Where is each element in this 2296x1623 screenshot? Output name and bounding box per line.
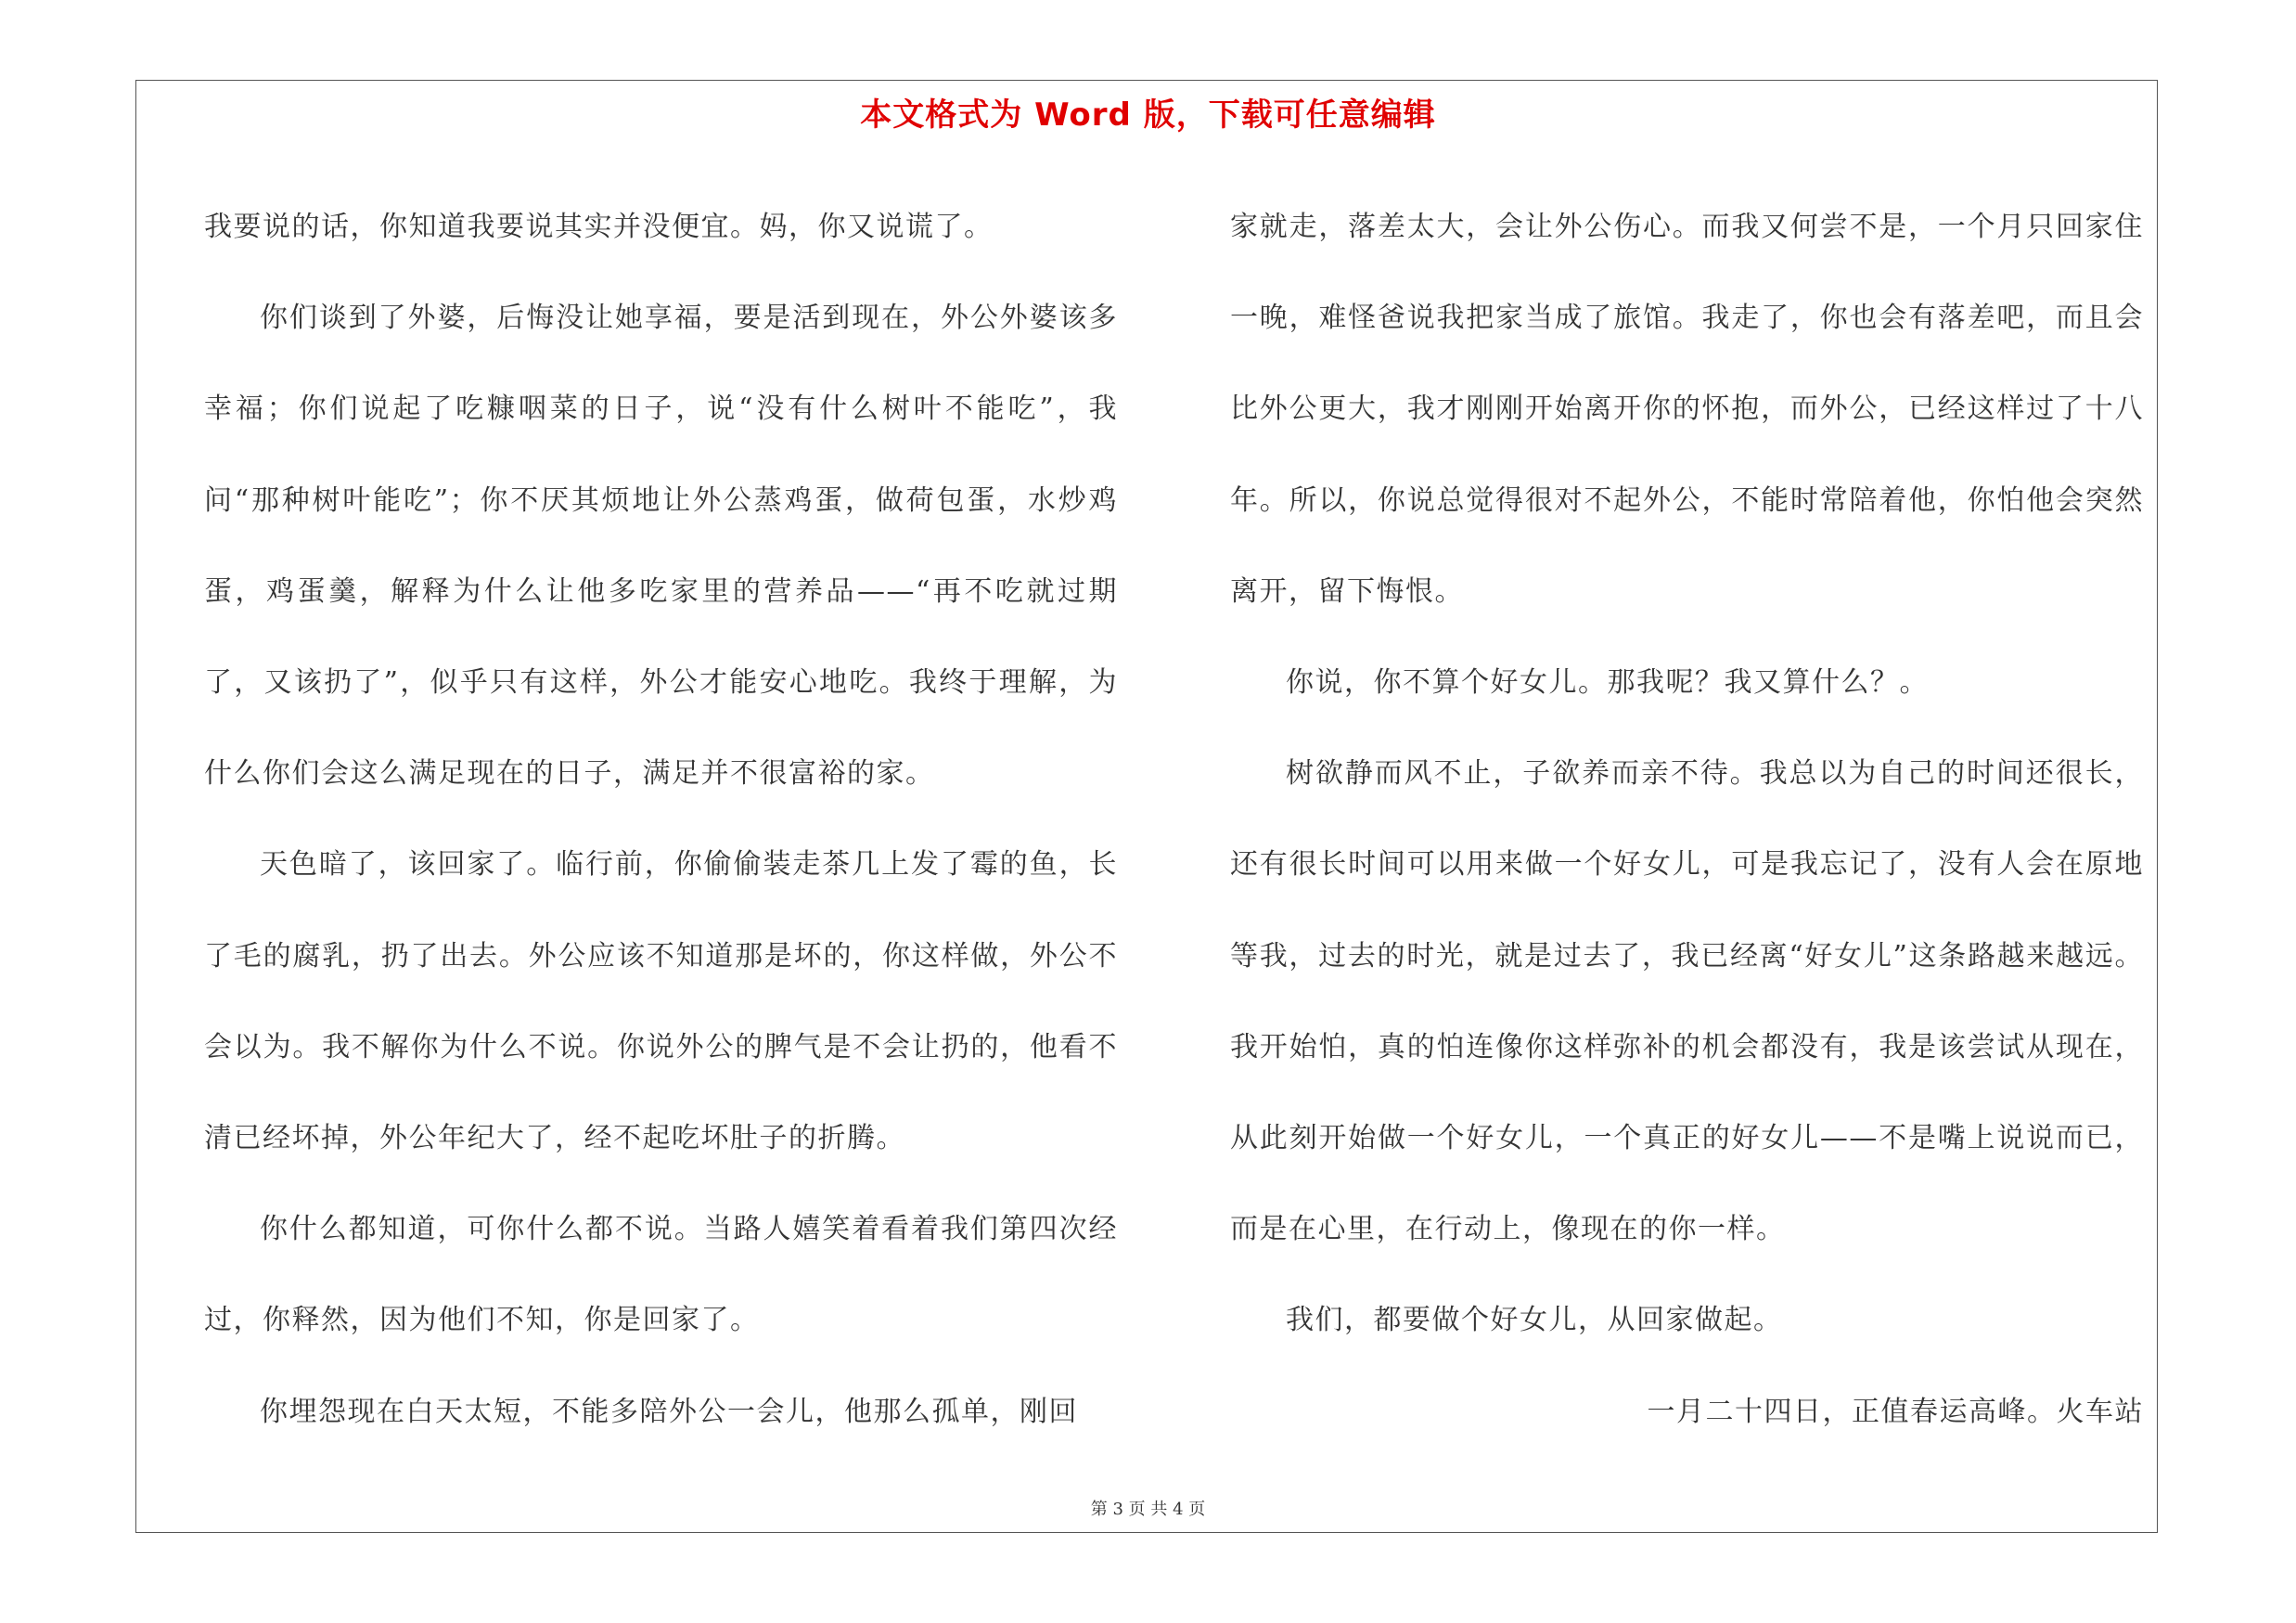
left-column xyxy=(204,182,1118,1458)
paragraph: 你埋怨现在白天太短，不能多陪外公一会儿，他那么孤单，刚回 xyxy=(260,1395,1078,1428)
paragraph: 你们谈到了外婆，后悔没让她享福，要是活到现在，外公外婆该多幸福；你们说起了吃糠咽菜的日子，说“没有什么树叶不能吃”，我问“那种树叶能吃”；你不厌其烦地让外公蒸鸡蛋，做荷包蛋，水炒鸡蛋，鸡蛋羹，解释为什么让他多吃家里的营养品——“再不吃就过期了，又该扔了”，似乎只有这样，外公才能安心地吃。我终于理解，为什么你们会这么满足现在的日子，满足并不很富裕的家。 xyxy=(204,302,1118,791)
paragraph-date-line: 一月二十四日，正值春运高峰。火车站 xyxy=(1647,1395,2144,1428)
paragraph: 你说，你不算个好女儿。那我呢？我又算什么？。 xyxy=(1286,666,1929,700)
paragraph: 家就走，落差太大，会让外公伤心。而我又何尝不是，一个月只回家住一晚，难怪爸说我把家当成了旅馆。我走了，你也会有落差吧，而且会比外公更大，我才刚刚开始离开你的怀抱，而外公，已经这样过了十八年。所以，你说总觉得很对不起外公，不能时常陪着他，你怕他会突然离开，留下悔恨。 xyxy=(1230,211,2144,608)
right-column xyxy=(1230,182,2144,1458)
paragraph: 树欲静而风不止，子欲养而亲不待。我总以为自己的时间还很长，还有很长时间可以用来做一个好女儿，可是我忘记了，没有人会在原地等我，过去的时光，就是过去了，我已经离“好女儿”这条路越来越远。我开始怕，真的怕连像你这样弥补的机会都没有，我是该尝试从现在，从此刻开始做一个好女儿，一个真正的好女儿——不是嘴上说说而已，而是在心里，在行动上，像现在的你一样。 xyxy=(1230,757,2144,1246)
paragraph: 我们，都要做个好女儿，从回家做起。 xyxy=(1286,1304,1783,1337)
paragraph: 天色暗了，该回家了。临行前，你偷偷装走茶几上发了霉的鱼，长了毛的腐乳，扔了出去。外公应该不知道那是坏的，你这样做，外公不会以为。我不解你为什么不说。你说外公的脾气是不会让扔的，他看不清已经坏掉，外公年纪大了，经不起吃坏肚子的折腾。 xyxy=(204,848,1118,1155)
document-header: 本文格式为 Word 版，下载可任意编辑 xyxy=(860,97,1436,134)
paragraph: 我要说的话，你知道我要说其实并没便宜。妈，你又说谎了。 xyxy=(204,211,994,243)
page-number-footer: 第 3 页 共 4 页 xyxy=(1090,1500,1206,1519)
paragraph: 你什么都知道，可你什么都不说。当路人嬉笑着看着我们第四次经过，你释然，因为他们不知，你是回家了。 xyxy=(204,1213,1118,1337)
